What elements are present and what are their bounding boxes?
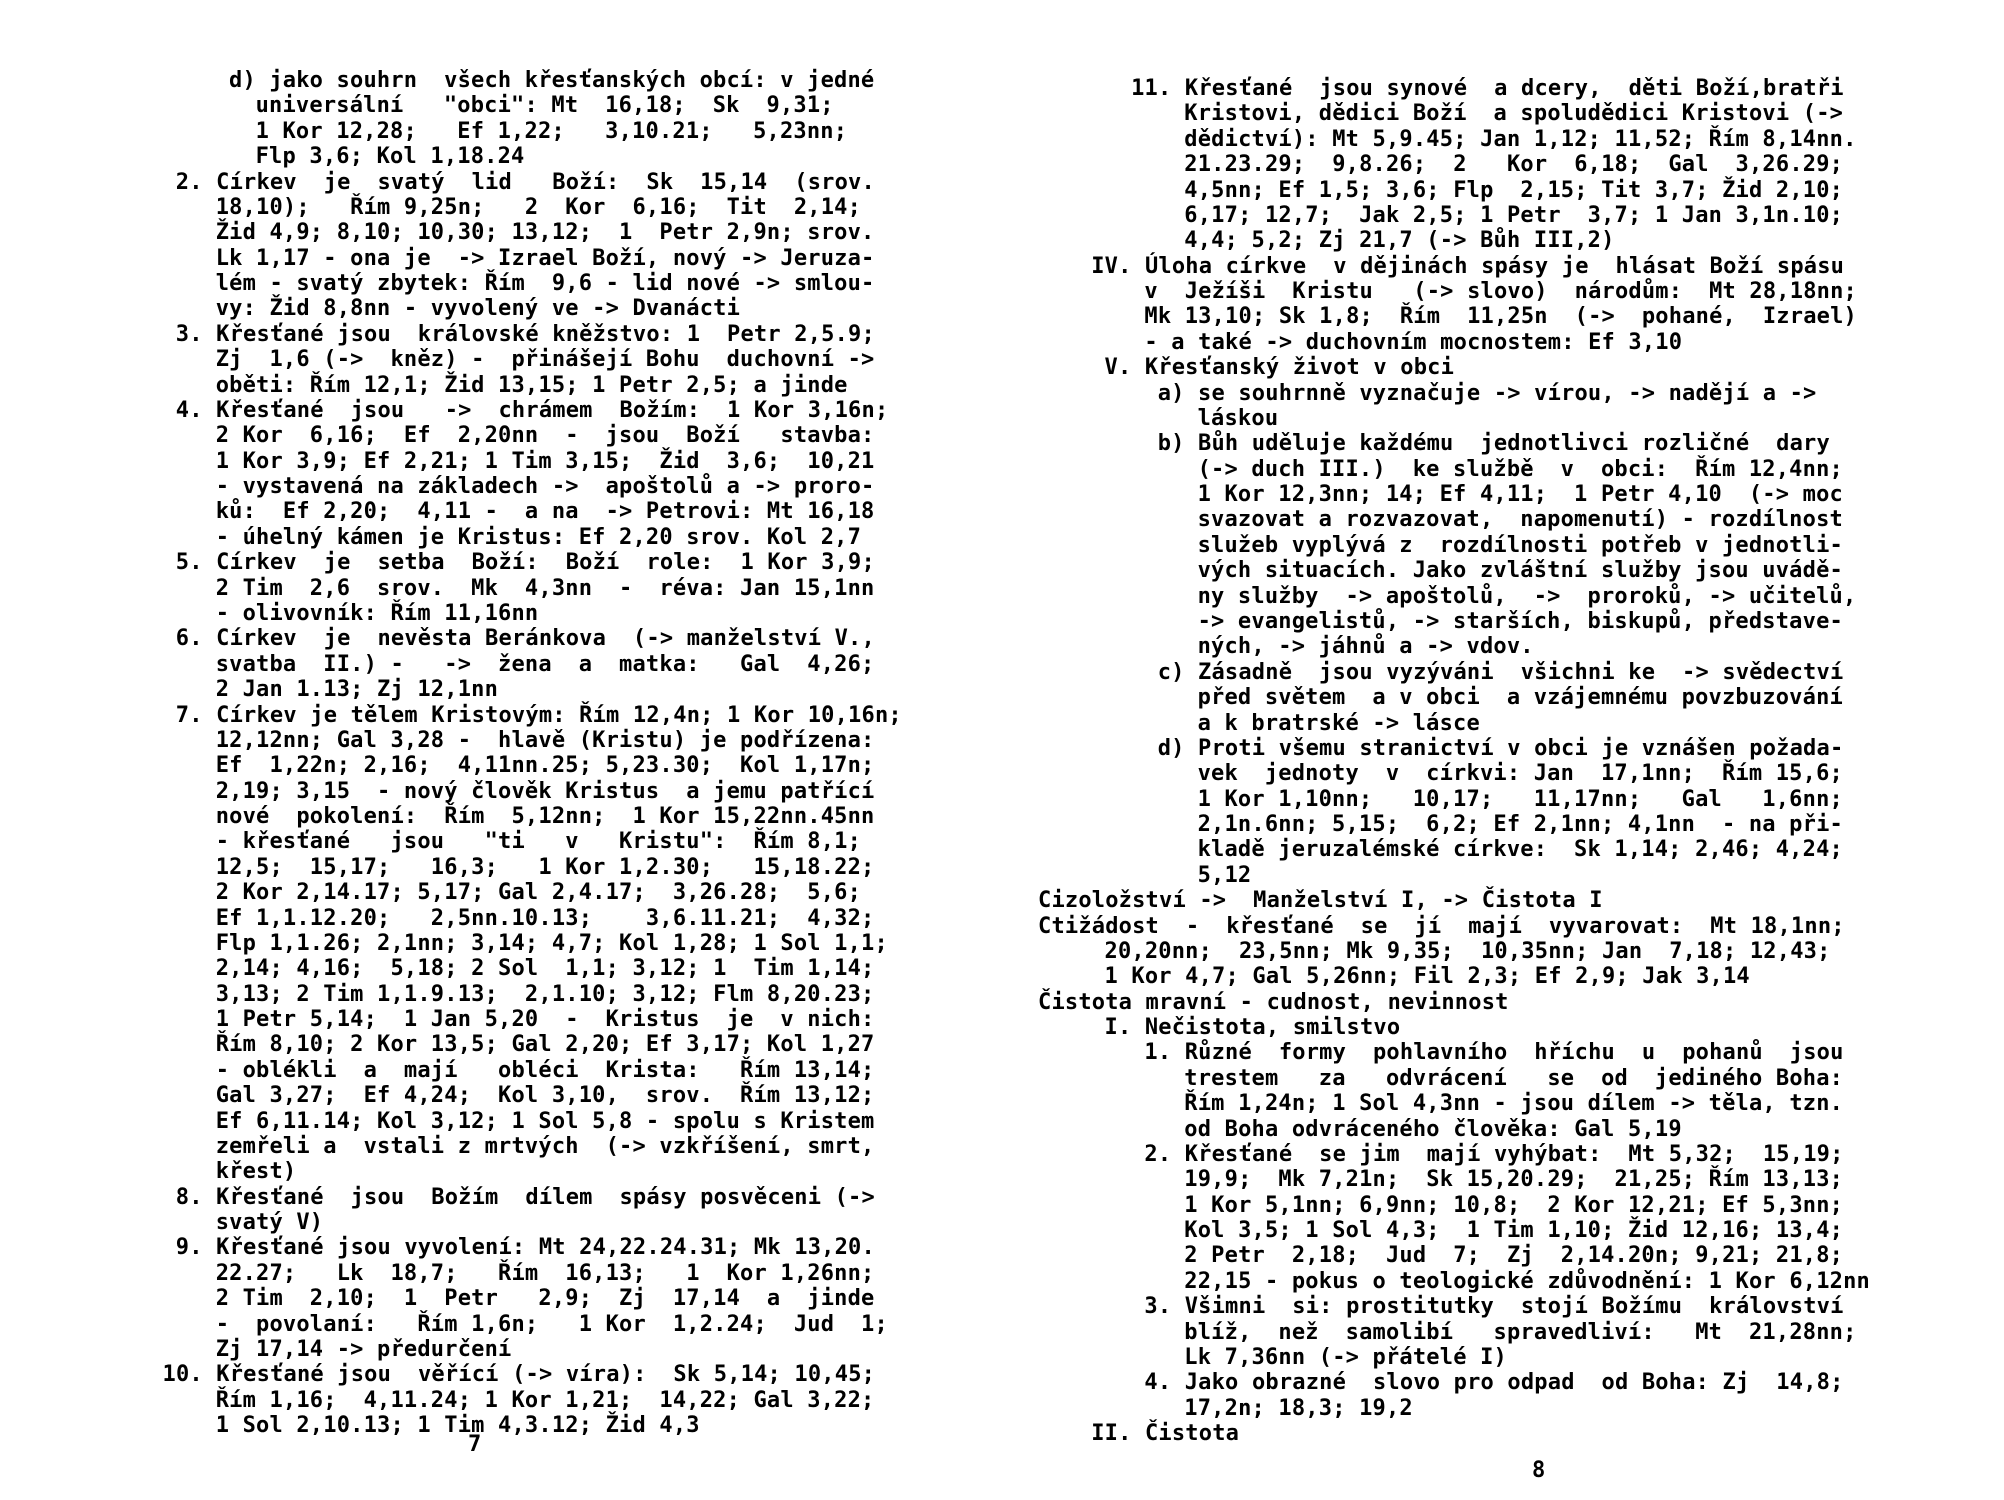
text-line: 4,5nn; Ef 1,5; 3,6; Flp 2,15; Tit 3,7; Žid 2,10;: [1184, 177, 1844, 203]
text-line: V. Křesťanský život v obci: [1104, 355, 1455, 381]
text-line: Zj 1,6 (-> kněz) - přinášejí Bohu duchovní ->: [215, 347, 875, 373]
text-line: (-> duch III.) ke službě v obci: Řím 12,4nn;: [1197, 456, 1843, 482]
text-line: 19,9; Mk 7,21n; Sk 15,20.29; 21,25; Řím 13,13;: [1184, 1167, 1844, 1193]
text-line: 1 Petr 5,14; 1 Jan 5,20 - Kristus je v nich:: [215, 1007, 875, 1033]
text-line: Flp 1,1.26; 2,1nn; 3,14; 4,7; Kol 1,28; 1 Sol 1,1;: [215, 930, 888, 956]
text-line: Řím 8,10; 2 Kor 13,5; Gal 2,20; Ef 3,17; Kol 1,27: [215, 1032, 875, 1058]
text-line: Flp 3,6; Kol 1,18.24: [255, 144, 525, 170]
text-line: 1 Kor 3,9; Ef 2,21; 1 Tim 3,15; Žid 3,6; 10,21: [215, 448, 875, 474]
text-line: 6. Církev je nevěsta Beránkova (-> manželství V.,: [175, 626, 875, 652]
text-line: 21.23.29; 9,8.26; 2 Kor 6,18; Gal 3,26.29;: [1184, 152, 1844, 178]
text-line: 2 Kor 6,16; Ef 2,20nn - jsou Boží stavba:: [215, 423, 875, 449]
text-line: před světem a v obci a vzájemnému povzbuzování: [1197, 685, 1843, 711]
text-line: Ef 1,22n; 2,16; 4,11nn.25; 5,23.30; Kol 1,17n;: [215, 753, 875, 779]
text-line: vých situacích. Jako zvláštní služby jsou uvádě-: [1197, 558, 1843, 584]
text-line: I. Nečistota, smilstvo: [1104, 1015, 1401, 1041]
text-line: 7. Církev je tělem Kristovým: Řím 12,4n; 1 Kor 10,16n;: [175, 702, 902, 728]
text-line: Řím 1,24n; 1 Sol 4,3nn - jsou dílem -> těla, tzn.: [1184, 1091, 1844, 1117]
text-line: c) Zásadně jsou vyzýváni všichni ke -> svědectví: [1157, 659, 1844, 685]
text-line: d) jako souhrn všech křesťanských obcí: v jedné: [229, 68, 875, 93]
text-line: 2 Jan 1.13; Zj 12,1nn: [215, 677, 499, 703]
text-line: 4. Křesťané jsou -> chrámem Božím: 1 Kor 3,16n;: [175, 397, 889, 423]
text-line: IV. Úloha církve v dějinách spásy je hlásat Boží spásu: [1091, 253, 1845, 279]
page-number-left: 7: [468, 1432, 482, 1457]
text-line: Mk 13,10; Sk 1,8; Řím 11,25n (-> pohané, Izrael): [1144, 304, 1857, 330]
text-line: Řím 1,16; 4,11.24; 1 Kor 1,21; 14,22; Gal 3,22;: [215, 1387, 875, 1413]
text-line: Cizoložství -> Manželství I, -> Čistota I: [1038, 888, 1603, 914]
text-line: 1 Kor 1,10nn; 10,17; 11,17nn; Gal 1,6nn;: [1197, 786, 1843, 812]
text-line: láskou: [1197, 405, 1279, 431]
text-line: 9. Křesťané jsou vyvolení: Mt 24,22.24.31; Mk 13,20.: [175, 1235, 875, 1261]
text-line: -> evangelistů, -> starších, biskupů, představe-: [1197, 608, 1843, 634]
text-line: - povolaní: Řím 1,6n; 1 Kor 1,2.24; Jud 1;: [215, 1311, 888, 1337]
text-line: 1 Kor 12,3nn; 14; Ef 4,11; 1 Petr 4,10 (-> moc: [1197, 482, 1843, 508]
text-line: 1 Kor 4,7; Gal 5,26nn; Fil 2,3; Ef 2,9; Jak 3,14: [1104, 964, 1750, 990]
text-line: 2 Tim 2,10; 1 Petr 2,9; Zj 17,14 a jinde: [215, 1286, 875, 1312]
text-line: 1 Kor 5,1nn; 6,9nn; 10,8; 2 Kor 12,21; Ef 5,3nn;: [1184, 1192, 1844, 1218]
text-line: 18,10); Řím 9,25n; 2 Kor 6,16; Tit 2,14;: [215, 194, 862, 220]
text-line: 5. Církev je setba Boží: Boží role: 1 Kor 3,9;: [175, 550, 875, 576]
text-line: 10. Křesťané jsou věřící (-> víra): Sk 5,14; 10,45;: [162, 1362, 876, 1388]
text-line: II. Čistota: [1091, 1421, 1240, 1447]
text-line: blíž, než samolibí spravedliví: Mt 21,28nn;: [1184, 1319, 1857, 1345]
text-line: 2,14; 4,16; 5,18; 2 Sol 1,1; 3,12; 1 Tim 1,14;: [215, 956, 875, 982]
text-line: 1 Kor 12,28; Ef 1,22; 3,10.21; 5,23nn;: [255, 118, 848, 144]
text-line: - a také -> duchovním mocnostem: Ef 3,10: [1144, 329, 1683, 355]
text-line: 2 Tim 2,6 srov. Mk 4,3nn - réva: Jan 15,1nn: [215, 575, 875, 601]
text-line: universální "obci": Mt 16,18; Sk 9,31;: [255, 93, 834, 119]
text-line: nové pokolení: Řím 5,12nn; 1 Kor 15,22nn.45nn: [215, 804, 875, 830]
text-line: zemřeli a vstali z mrtvých (-> vzkříšení, smrt,: [215, 1133, 875, 1159]
text-line: 5,12: [1197, 862, 1252, 888]
text-line: 2 Kor 2,14.17; 5,17; Gal 2,4.17; 3,26.28; 5,6;: [215, 880, 862, 906]
text-line: Zj 17,14 -> předurčení: [215, 1337, 512, 1362]
text-line: - úhelný kámen je Kristus: Ef 2,20 srov. Kol 2,7: [215, 524, 862, 550]
text-line: Lk 1,17 - ona je -> Izrael Boží, nový -> Jeruza-: [215, 245, 875, 271]
text-line: dědictví): Mt 5,9.45; Jan 1,12; 11,52; Řím 8,14nn.: [1184, 126, 1857, 152]
text-line: od Boha odvráceného člověka: Gal 5,19: [1184, 1116, 1682, 1142]
text-line: Kol 3,5; 1 Sol 4,3; 1 Tim 1,10; Žid 12,16; 13,4;: [1184, 1218, 1844, 1244]
text-line: Ctižádost - křesťané se jí mají vyvarovat: Mt 18,1nn;: [1038, 913, 1845, 939]
text-line: ků: Ef 2,20; 4,11 - a na -> Petrovi: Mt 16,18: [215, 499, 875, 525]
text-line: vek jednoty v církvi: Jan 17,1nn; Řím 15,6;: [1197, 761, 1843, 787]
text-line: svazovat a rozvazovat, napomenutí) - rozdílnost: [1197, 507, 1843, 533]
text-line: Ef 1,1.12.20; 2,5nn.10.13; 3,6.11.21; 4,32;: [215, 905, 875, 931]
text-line: 11. Křesťané jsou synové a dcery, děti Boží,bratři: [1131, 76, 1844, 101]
text-line: v Ježíši Kristu (-> slovo) národům: Mt 28,18nn;: [1144, 279, 1857, 305]
text-line: 2 Petr 2,18; Jud 7; Zj 2,14.20n; 9,21; 21,8;: [1184, 1243, 1844, 1269]
text-line: Čistota mravní - cudnost, nevinnost: [1038, 989, 1509, 1015]
text-line: 1 Sol 2,10.13; 1 Tim 4,3.12; Žid 4,3: [215, 1413, 700, 1439]
text-line: 3. Křesťané jsou královské kněžstvo: 1 Petr 2,5.9;: [175, 321, 875, 347]
text-line: - olivovník: Řím 11,16nn: [215, 600, 539, 626]
text-line: trestem za odvrácení se od jediného Boha:: [1184, 1065, 1844, 1091]
page-number-right: 8: [1532, 1458, 1546, 1483]
text-line: 22,15 - pokus o teologické zdůvodnění: 1 Kor 6,12nn: [1184, 1268, 1870, 1294]
text-line: 4. Jako obrazné slovo pro odpad od Boha: Zj 14,8;: [1144, 1370, 1844, 1396]
text-line: křest): [215, 1159, 297, 1185]
text-line: 2,19; 3,15 - nový člověk Kristus a jemu patřící: [215, 778, 875, 804]
text-line: ny služby -> apoštolů, -> proroků, -> učitelů,: [1197, 583, 1857, 609]
text-line: 1. Různé formy pohlavního hříchu u pohanů jsou: [1144, 1040, 1844, 1066]
text-line: lém - svatý zbytek: Řím 9,6 - lid nové -> smlou-: [215, 271, 875, 297]
text-line: 2. Křesťané se jim mají vyhýbat: Mt 5,32; 15,19;: [1144, 1141, 1844, 1167]
text-line: 22.27; Lk 18,7; Řím 16,13; 1 Kor 1,26nn;: [215, 1260, 875, 1286]
text-line: 4,4; 5,2; Zj 21,7 (-> Bůh III,2): [1184, 228, 1615, 254]
left-page: [0, 0, 1000, 1500]
text-line: vy: Žid 8,8nn - vyvolený ve -> Dvanácti: [215, 296, 741, 322]
text-line: Gal 3,27; Ef 4,24; Kol 3,10, srov. Řím 13,12;: [215, 1083, 875, 1109]
text-line: - křesťané jsou "ti v Kristu": Řím 8,1;: [215, 829, 862, 855]
text-line: Kristovi, dědici Boží a spoludědici Kristovi (->: [1184, 101, 1844, 127]
text-line: 17,2n; 18,3; 19,2: [1184, 1395, 1413, 1421]
text-line: Žid 4,9; 8,10; 10,30; 13,12; 1 Petr 2,9n; srov.: [215, 220, 875, 246]
text-line: oběti: Řím 12,1; Žid 13,15; 1 Petr 2,5; a jinde: [215, 372, 848, 398]
text-line: d) Proti všemu stranictví v obci je vznášen požada-: [1157, 735, 1844, 761]
text-line: 12,5; 15,17; 16,3; 1 Kor 1,2.30; 15,18.22;: [215, 854, 875, 880]
text-line: 3. Všimni si: prostitutky stojí Božímu království: [1144, 1294, 1844, 1320]
text-line: 8. Křesťané jsou Božím dílem spásy posvěceni (->: [175, 1184, 875, 1210]
text-line: - vystavená na základech -> apoštolů a -> proro-: [215, 474, 875, 500]
text-line: 3,13; 2 Tim 1,1.9.13; 2,1.10; 3,12; Flm 8,20.23;: [215, 981, 875, 1007]
text-line: a k bratrské -> lásce: [1197, 710, 1480, 736]
text-line: služeb vyplývá z rozdílnosti potřeb v jednotli-: [1197, 532, 1843, 558]
text-line: a) se souhrnně vyznačuje -> vírou, -> nadějí a ->: [1157, 380, 1817, 406]
text-line: 2. Církev je svatý lid Boží: Sk 15,14 (srov.: [175, 169, 875, 195]
text-line: - oblékli a mají obléci Krista: Řím 13,14;: [215, 1057, 875, 1083]
text-line: 6,17; 12,7; Jak 2,5; 1 Petr 3,7; 1 Jan 3,1n.10;: [1184, 202, 1844, 228]
text-line: svatba II.) - -> žena a matka: Gal 4,26;: [215, 651, 875, 677]
text-line: kladě jeruzalémské církve: Sk 1,14; 2,46; 4,24;: [1197, 837, 1843, 863]
text-line: 12,12nn; Gal 3,28 - hlavě (Kristu) je podřízena:: [215, 727, 875, 753]
text-line: svatý V): [215, 1210, 324, 1236]
right-page: [1000, 0, 2004, 1500]
text-line: 2,1n.6nn; 5,15; 6,2; Ef 2,1nn; 4,1nn - na při-: [1197, 812, 1843, 838]
text-line: Lk 7,36nn (-> přátelé I): [1184, 1345, 1507, 1370]
text-line: ných, -> jáhnů a -> vdov.: [1197, 634, 1534, 660]
text-line: b) Bůh uděluje každému jednotlivci rozličné dary: [1157, 431, 1830, 457]
text-line: 20,20nn; 23,5nn; Mk 9,35; 10,35nn; Jan 7,18; 12,43;: [1104, 938, 1831, 964]
text-line: Ef 6,11.14; Kol 3,12; 1 Sol 5,8 - spolu s Kristem: [215, 1108, 875, 1134]
